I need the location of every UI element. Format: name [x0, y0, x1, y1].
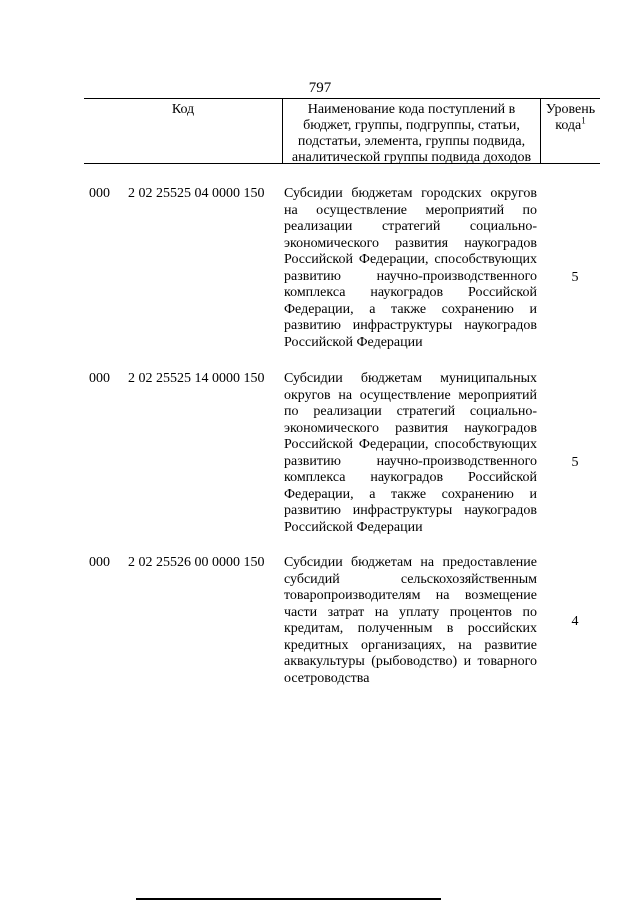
row-name: Субсидии бюджетам городских округов на осуществление мероприятий по реализации стратегий социально-экономического развития наукоградов Российской Федерации, способствующих развитию научно-производственного комплекса наукоградов Российской Федерации, а также сохранению и развитию инфраструктуры наукоградов Российской Федерации — [284, 186, 537, 350]
scan-edge-bar — [136, 898, 441, 900]
header-level-footnote: 1 — [581, 115, 586, 126]
row-code: 2 02 25525 14 0000 150 — [128, 371, 265, 386]
header-code: Код — [171, 102, 195, 117]
row-prefix: 000 — [89, 555, 110, 570]
header-name: Наименование кода поступлений в бюджет, группы, подгруппы, статьи, подстатьи, элемента, группы подвида, аналитической группы подвида доходов — [291, 102, 532, 165]
table-header — [84, 98, 600, 164]
row-name: Субсидии бюджетам муниципальных округов на осуществление мероприятий по реализации стратегий социально-экономического развития наукоградов Российской Федерации, способствующих развитию научно-производственного комплекса наукоградов Российской Федерации, а также сохранению и развитию инфраструктуры наукоградов Российской Федерации — [284, 371, 537, 535]
row-name: Субсидии бюджетам на предоставление субсидий сельскохозяйственным товаропроизводителям на возмещение части затрат на уплату процентов по кредитам, полученным в российских кредитных организациях, на развитие аквакультуры (рыбоводство) и товарного осетроводства — [284, 555, 537, 686]
row-code: 2 02 25526 00 0000 150 — [128, 555, 265, 570]
scan-edge-mark — [0, 898, 640, 901]
row-level: 5 — [571, 270, 579, 285]
row-level: 5 — [571, 455, 579, 470]
header-level-text: Уровень кода — [545, 102, 596, 133]
row-code: 2 02 25525 04 0000 150 — [128, 186, 265, 201]
page-number: 797 — [308, 80, 332, 96]
row-level: 4 — [571, 614, 579, 629]
row-prefix: 000 — [89, 371, 110, 386]
header-level — [541, 102, 600, 134]
row-prefix: 000 — [89, 186, 110, 201]
